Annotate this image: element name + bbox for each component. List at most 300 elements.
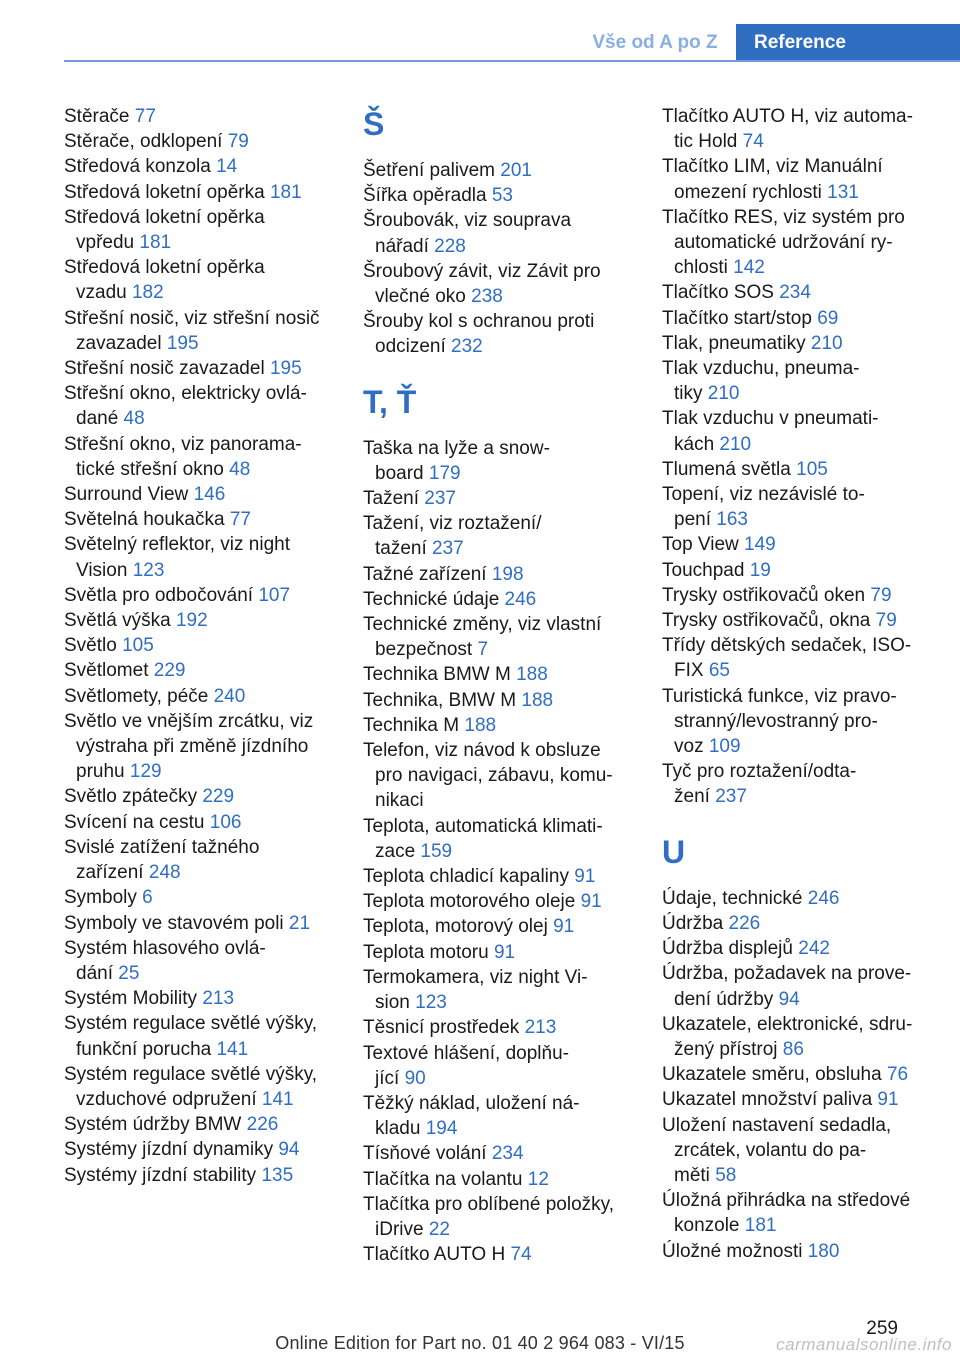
index-entry-continuation	[64, 558, 334, 583]
index-entry	[662, 633, 932, 658]
page-reference-link[interactable]: 229	[153, 660, 186, 682]
page-reference-link[interactable]: 53	[491, 185, 513, 207]
index-entry	[64, 482, 334, 507]
entry-text: Ukazatele, elektronické, sdru‐	[662, 1013, 913, 1035]
entry-text: Tlak, pneumatiky	[662, 332, 811, 354]
index-entry	[662, 280, 932, 305]
entry-text: Údaje, technické	[662, 887, 808, 909]
entry-text: Svislé zatížení tažného	[64, 836, 260, 858]
entry-text: zrcátek, volantu do pa‐	[674, 1139, 867, 1161]
entry-text: board	[375, 462, 429, 484]
page-reference-link[interactable]: 105	[122, 635, 154, 657]
index-entry-continuation	[662, 1138, 932, 1163]
entry-text: Textové hlášení, doplňu‐	[363, 1042, 569, 1064]
index-entry	[363, 587, 633, 612]
page-reference-link[interactable]: 48	[229, 458, 251, 480]
entry-text: Ukazatele směru, obsluha	[662, 1064, 887, 1086]
index-entry	[64, 885, 334, 910]
page-reference-link[interactable]: 181	[744, 1215, 777, 1237]
entry-text: Střešní okno, elektricky ovlá‐	[64, 383, 307, 405]
index-entry	[662, 331, 932, 356]
page-reference-link[interactable]: 91	[574, 866, 596, 888]
index-entry-continuation	[662, 507, 932, 532]
page-number: 259	[866, 1318, 898, 1339]
index-entry	[363, 864, 633, 889]
index-entry-continuation	[363, 1066, 633, 1091]
entry-text: Technika M	[363, 714, 465, 736]
entry-text: pení	[674, 509, 717, 531]
entry-text: Šetření palivem	[363, 160, 501, 181]
index-entry	[363, 738, 633, 763]
index-entry-continuation	[64, 406, 334, 431]
entry-text: Vision	[76, 559, 133, 581]
page-reference-link[interactable]: 129	[129, 761, 162, 783]
index-entry	[64, 835, 334, 860]
page-reference-link[interactable]: 180	[807, 1240, 840, 1262]
page-reference-link[interactable]: 76	[886, 1064, 909, 1086]
entry-text: automatické udržování ry‐	[674, 232, 893, 254]
index-entry	[363, 965, 633, 990]
index-entry-continuation	[662, 255, 932, 280]
index-entry	[64, 1062, 334, 1087]
page-reference-link[interactable]: 94	[778, 988, 800, 1010]
page-reference-link[interactable]: 123	[415, 992, 447, 1014]
page-reference-link[interactable]: 7	[477, 639, 489, 661]
entry-text: Topení, viz nezávislé to‐	[662, 484, 865, 506]
index-column-3	[662, 104, 932, 1264]
page-reference-link[interactable]: 79	[227, 131, 249, 153]
page-reference-link[interactable]: 123	[132, 559, 165, 581]
index-entry	[363, 562, 633, 587]
entry-text: Tlačítko RES, viz systém pro	[662, 206, 905, 228]
entry-text: Stěrače, odklopení	[64, 131, 228, 153]
index-entry-continuation	[363, 763, 633, 788]
page-reference-link[interactable]: 12	[527, 1168, 549, 1190]
page-reference-link[interactable]: 213	[524, 1017, 557, 1039]
entry-text: nářadí	[375, 235, 435, 257]
index-entry	[363, 309, 633, 334]
page-reference-link[interactable]: 91	[877, 1089, 899, 1111]
page-reference-link[interactable]: 195	[166, 332, 199, 354]
entry-text: vlečné oko	[375, 286, 472, 308]
page-reference-link[interactable]: 194	[425, 1118, 458, 1140]
index-entry-continuation	[64, 280, 334, 305]
page-reference-link[interactable]: 240	[213, 685, 246, 707]
entry-text: bezpečnost	[375, 639, 478, 661]
index-entry	[64, 104, 334, 129]
index-entry	[64, 507, 334, 532]
entry-text: Systém regulace světlé výšky,	[64, 1063, 318, 1085]
index-entry-continuation	[662, 784, 932, 809]
index-entry	[363, 713, 633, 738]
page-reference-link[interactable]: 19	[749, 559, 771, 581]
index-entry	[662, 306, 932, 331]
entry-text: konzole	[674, 1215, 745, 1237]
index-entry-continuation	[64, 457, 334, 482]
entry-text: jící	[375, 1067, 405, 1089]
index-entry-continuation	[662, 381, 932, 406]
index-entry	[363, 889, 633, 914]
index-entry	[64, 129, 334, 154]
entry-text: Svícení na cestu	[64, 811, 210, 833]
page-reference-link[interactable]: 248	[148, 862, 181, 884]
index-entry-continuation	[363, 461, 633, 486]
entry-text: stranný/levostranný pro‐	[674, 710, 878, 732]
entry-text: Surround View	[64, 484, 194, 506]
page-reference-link[interactable]: 6	[142, 887, 153, 909]
entry-text: omezení rychlosti	[674, 181, 828, 203]
entry-text: Tlačítka na volantu	[363, 1168, 528, 1190]
index-letter-heading: U	[662, 833, 686, 870]
entry-text: chlosti	[674, 257, 734, 279]
page-reference-link[interactable]: 237	[424, 488, 456, 510]
index-entry	[363, 1167, 633, 1192]
entry-text: Tlak vzduchu v pneumati‐	[662, 408, 879, 430]
index-entry	[363, 1041, 633, 1066]
index-entry	[662, 558, 932, 583]
page-reference-link[interactable]: 86	[782, 1038, 804, 1060]
index-entry-continuation	[363, 234, 633, 259]
entry-text: Tísňové volání	[363, 1143, 492, 1165]
entry-text: FIX	[674, 660, 709, 682]
page-reference-link[interactable]: 79	[875, 610, 897, 632]
page-reference-link[interactable]: 181	[139, 232, 172, 254]
entry-text: Světlá výška	[64, 610, 176, 632]
page-reference-link[interactable]: 135	[261, 1164, 294, 1186]
index-entry	[64, 633, 334, 658]
page-reference-link[interactable]: 106	[209, 811, 242, 833]
index-entry-continuation	[662, 1163, 932, 1188]
page-reference-link[interactable]: 226	[246, 1114, 279, 1136]
index-entry	[363, 612, 633, 637]
index-entry-continuation	[662, 709, 932, 734]
entry-text: Symboly ve stavovém poli	[64, 912, 289, 934]
index-entry-continuation	[662, 432, 932, 457]
entry-text: vzduchové odpružení	[76, 1088, 262, 1110]
entry-text: Systém Mobility	[64, 988, 203, 1010]
index-entry	[64, 205, 334, 230]
page-reference-link[interactable]: 237	[432, 538, 464, 560]
page-reference-link[interactable]: 105	[796, 458, 828, 480]
page-reference-link[interactable]: 210	[707, 383, 740, 405]
entry-text: Teplota motoru	[363, 941, 494, 963]
entry-text: tažení	[375, 538, 433, 560]
page-reference-link[interactable]: 195	[269, 358, 302, 380]
index-entry-continuation	[64, 860, 334, 885]
page-reference-link[interactable]: 79	[870, 584, 892, 606]
index-entry	[64, 936, 334, 961]
index-entry-continuation	[662, 230, 932, 255]
index-entry	[662, 759, 932, 784]
entry-text: kladu	[375, 1118, 426, 1140]
index-entry	[662, 1012, 932, 1037]
page-reference-link[interactable]: 210	[810, 332, 843, 354]
entry-text: Tlumená světla	[662, 458, 797, 480]
entry-text: tic Hold	[674, 131, 743, 153]
entry-text: Tlačítko AUTO H	[363, 1244, 511, 1266]
entry-text: Systémy jízdní dynamiky	[64, 1139, 279, 1161]
index-entry	[64, 306, 334, 331]
entry-text: žený přístroj	[674, 1038, 783, 1060]
index-entry	[662, 1239, 932, 1264]
page-reference-link[interactable]: 74	[510, 1244, 532, 1266]
index-entry	[64, 1137, 334, 1162]
entry-text: Světlo	[64, 635, 123, 657]
page-header	[0, 0, 960, 62]
index-entry-continuation	[64, 759, 334, 784]
entry-text: Tlak vzduchu, pneuma‐	[662, 358, 860, 380]
index-entry	[363, 1015, 633, 1040]
entry-text: vzadu	[76, 282, 132, 304]
entry-text: vpředu	[76, 232, 140, 254]
index-entry	[64, 532, 334, 557]
page-reference-link[interactable]: 94	[278, 1139, 300, 1161]
entry-text: Systém regulace světlé výšky,	[64, 1013, 318, 1035]
index-column-2	[363, 104, 633, 1267]
entry-text: Ukazatel množství paliva	[662, 1089, 878, 1111]
index-entry	[64, 684, 334, 709]
entry-text: Střešní okno, viz panorama‐	[64, 433, 302, 455]
page-reference-link[interactable]: 90	[404, 1067, 426, 1089]
entry-text: zavazadel	[76, 332, 167, 354]
index-column-1	[64, 104, 334, 1188]
entry-text: Tlačítko LIM, viz Manuální	[662, 156, 883, 178]
section-tab[interactable]: Vše od A po Z	[592, 32, 718, 53]
index-entry	[662, 936, 932, 961]
page-reference-link[interactable]: 146	[193, 484, 226, 506]
watermark: carmanualsonline.info	[776, 1335, 952, 1354]
entry-text: měti	[674, 1164, 716, 1186]
index-entry	[662, 961, 932, 986]
page-reference-link[interactable]: 58	[715, 1164, 737, 1186]
entry-text: Technika, BMW M	[363, 689, 522, 711]
page-reference-link[interactable]: 238	[471, 286, 503, 308]
entry-text: Tlačítko SOS	[662, 282, 780, 304]
page-reference-link[interactable]: 163	[716, 509, 748, 531]
index-entry-continuation	[64, 1087, 334, 1112]
index-entry	[662, 608, 932, 633]
page-reference-link[interactable]: 229	[202, 786, 235, 808]
page-reference-link[interactable]: 179	[428, 462, 461, 484]
index-entry	[662, 1062, 932, 1087]
page-reference-link[interactable]: 141	[216, 1038, 249, 1060]
page-reference-link[interactable]: 188	[516, 664, 548, 686]
entry-text: Top View	[662, 534, 745, 556]
index-entry	[662, 457, 932, 482]
index-entry	[662, 356, 932, 381]
index-entry-continuation	[363, 637, 633, 662]
page-reference-link[interactable]: 22	[428, 1218, 450, 1240]
entry-text: Světelný reflektor, viz night	[64, 534, 290, 556]
index-entry-continuation	[363, 334, 633, 359]
entry-text: sion	[375, 992, 416, 1014]
entry-text: Teplota, motorový olej	[363, 916, 554, 938]
entry-text: Údržba	[662, 912, 729, 934]
entry-text: dení údržby	[674, 988, 779, 1010]
entry-text: Systémy jízdní stability	[64, 1164, 262, 1186]
index-entry	[363, 814, 633, 839]
index-entry-continuation	[662, 734, 932, 759]
index-entry	[363, 486, 633, 511]
entry-text: voz	[674, 736, 709, 758]
entry-text: Touchpad	[662, 559, 750, 581]
entry-text: Středová loketní opěrka	[64, 206, 265, 228]
index-entry	[64, 255, 334, 280]
index-entry	[662, 406, 932, 431]
entry-text: Tlačítko start/stop	[662, 307, 818, 329]
index-entry	[64, 810, 334, 835]
page-reference-link[interactable]: 48	[123, 408, 145, 430]
page-reference-link[interactable]: 69	[817, 307, 839, 329]
page-reference-link[interactable]: 234	[779, 282, 811, 304]
entry-text: Úložné možnosti	[662, 1240, 808, 1262]
index-letter-heading: T, Ť	[363, 383, 417, 420]
index-entry	[662, 1188, 932, 1213]
index-entry	[64, 658, 334, 683]
entry-text: Těžký náklad, uložení ná‐	[363, 1092, 580, 1114]
index-entry	[64, 784, 334, 809]
edition-footer: Online Edition for Part no. 01 40 2 964 083 - VI/15	[275, 1333, 685, 1353]
entry-text: Šroubový závit, viz Závit pro	[363, 260, 601, 282]
page-reference-link[interactable]: 141	[261, 1088, 294, 1110]
page-reference-link[interactable]: 91	[553, 916, 575, 938]
index-entry	[363, 158, 633, 183]
page-reference-link[interactable]: 237	[715, 786, 747, 808]
entry-text: tiky	[674, 383, 708, 405]
entry-text: tické střešní okno	[76, 458, 230, 480]
index-entry-continuation	[662, 129, 932, 154]
page-reference-link[interactable]: 65	[708, 660, 730, 682]
chapter-tab[interactable]: Reference	[736, 24, 960, 62]
entry-text: Světelná houkačka	[64, 509, 230, 531]
index-entry-continuation	[363, 1217, 633, 1242]
entry-text: Tlačítko AUTO H, viz automa‐	[662, 106, 913, 127]
page-reference-link[interactable]: 25	[118, 962, 140, 984]
entry-text: Údržba, požadavek na prove‐	[662, 963, 912, 985]
page-reference-link[interactable]: 188	[521, 689, 554, 711]
page-reference-link[interactable]: 109	[708, 736, 741, 758]
index-entry	[64, 986, 334, 1011]
index-entry	[64, 1112, 334, 1137]
page-reference-link[interactable]: 77	[134, 106, 156, 127]
index-entry-continuation	[64, 1037, 334, 1062]
index-entry-continuation	[363, 839, 633, 864]
index-letter-heading: Š	[363, 106, 385, 142]
page-reference-link[interactable]: 74	[742, 131, 764, 153]
page-reference-link[interactable]: 198	[491, 563, 524, 585]
page-reference-link[interactable]: 188	[464, 714, 497, 736]
entry-text: funkční porucha	[76, 1038, 217, 1060]
entry-text: pro navigaci, zábavu, komu‐	[375, 765, 613, 787]
entry-text: Světlomet	[64, 660, 154, 682]
index-entry-continuation	[64, 331, 334, 356]
page-reference-link[interactable]: 142	[733, 257, 765, 279]
entry-text: Stěrače	[64, 106, 135, 127]
index-entry	[662, 1113, 932, 1138]
entry-text: dání	[76, 962, 119, 984]
index-entry	[363, 688, 633, 713]
entry-text: Tyč pro roztažení/odta‐	[662, 761, 857, 783]
page-reference-link[interactable]: 131	[827, 181, 859, 203]
index-entry-continuation	[662, 987, 932, 1012]
entry-text: zace	[375, 840, 421, 862]
entry-text: dané	[76, 408, 124, 430]
page-reference-link[interactable]: 149	[744, 534, 776, 556]
page-reference-link[interactable]: 246	[504, 588, 537, 610]
entry-text: nikaci	[375, 790, 424, 812]
page-reference-link[interactable]: 21	[288, 912, 311, 934]
index-entry	[662, 886, 932, 911]
index-entry	[363, 940, 633, 965]
page-reference-link[interactable]: 234	[491, 1143, 524, 1165]
page-reference-link[interactable]: 14	[216, 156, 238, 178]
index-entry-continuation	[662, 180, 932, 205]
entry-text: Tažení, viz roztažení/	[363, 513, 542, 535]
page-reference-link[interactable]: 91	[493, 941, 516, 963]
entry-text: žení	[674, 786, 716, 808]
page-reference-link[interactable]: 181	[269, 181, 302, 203]
entry-text: Technické údaje	[363, 588, 505, 610]
page-reference-link[interactable]: 192	[175, 610, 208, 632]
entry-text: odcizení	[375, 336, 452, 358]
index-entry-continuation	[64, 230, 334, 255]
entry-text: Trysky ostřikovačů oken	[662, 584, 871, 606]
entry-text: Střešní nosič, viz střešní nosič	[64, 307, 320, 329]
page-reference-link[interactable]: 210	[719, 433, 752, 455]
index-entry	[64, 1011, 334, 1036]
index-entry-continuation	[662, 1213, 932, 1238]
index-entry	[64, 432, 334, 457]
entry-text: Teplota, automatická klimati‐	[363, 815, 603, 837]
entry-text: Šířka opěradla	[363, 185, 492, 207]
page-reference-link[interactable]: 242	[798, 938, 830, 960]
index-entry	[363, 436, 633, 461]
entry-text: Úložná přihrádka na středové	[662, 1190, 911, 1212]
entry-text: Teplota chladicí kapaliny	[363, 866, 575, 888]
index-entry	[662, 911, 932, 936]
page-reference-link[interactable]: 77	[229, 509, 251, 531]
page-reference-link[interactable]: 232	[451, 336, 483, 358]
entry-text: Světlo ve vnějším zrcátku, viz	[64, 710, 314, 732]
page-reference-link[interactable]: 159	[420, 840, 453, 862]
entry-text: Tažné zařízení	[363, 563, 492, 585]
page-reference-link[interactable]: 246	[807, 887, 840, 909]
entry-text: zařízení	[76, 862, 149, 884]
index-entry	[662, 583, 932, 608]
index-entry	[363, 662, 633, 687]
index-entry	[662, 532, 932, 557]
entry-text: Třídy dětských sedaček, ISO‐	[662, 635, 912, 657]
page-reference-link[interactable]: 226	[728, 912, 761, 934]
index-entry	[64, 608, 334, 633]
page-reference-link[interactable]: 213	[202, 988, 235, 1010]
entry-text: Středová loketní opěrka	[64, 257, 265, 279]
entry-text: Šrouby kol s ochranou proti	[363, 311, 595, 333]
entry-text: Těsnicí prostředek	[363, 1017, 525, 1039]
page-reference-link[interactable]: 107	[258, 584, 291, 606]
header-divider	[64, 60, 960, 62]
page-reference-link[interactable]: 228	[434, 235, 466, 257]
page-reference-link[interactable]: 201	[500, 160, 532, 181]
entry-text: Technické změny, viz vlastní	[363, 614, 602, 636]
index-entry	[64, 1163, 334, 1188]
entry-text: Telefon, viz návod k obsluze	[363, 740, 601, 762]
page-reference-link[interactable]: 91	[580, 891, 602, 913]
index-entry	[64, 381, 334, 406]
page-reference-link[interactable]: 182	[131, 282, 164, 304]
index-entry-continuation	[64, 961, 334, 986]
index-entry	[363, 511, 633, 536]
